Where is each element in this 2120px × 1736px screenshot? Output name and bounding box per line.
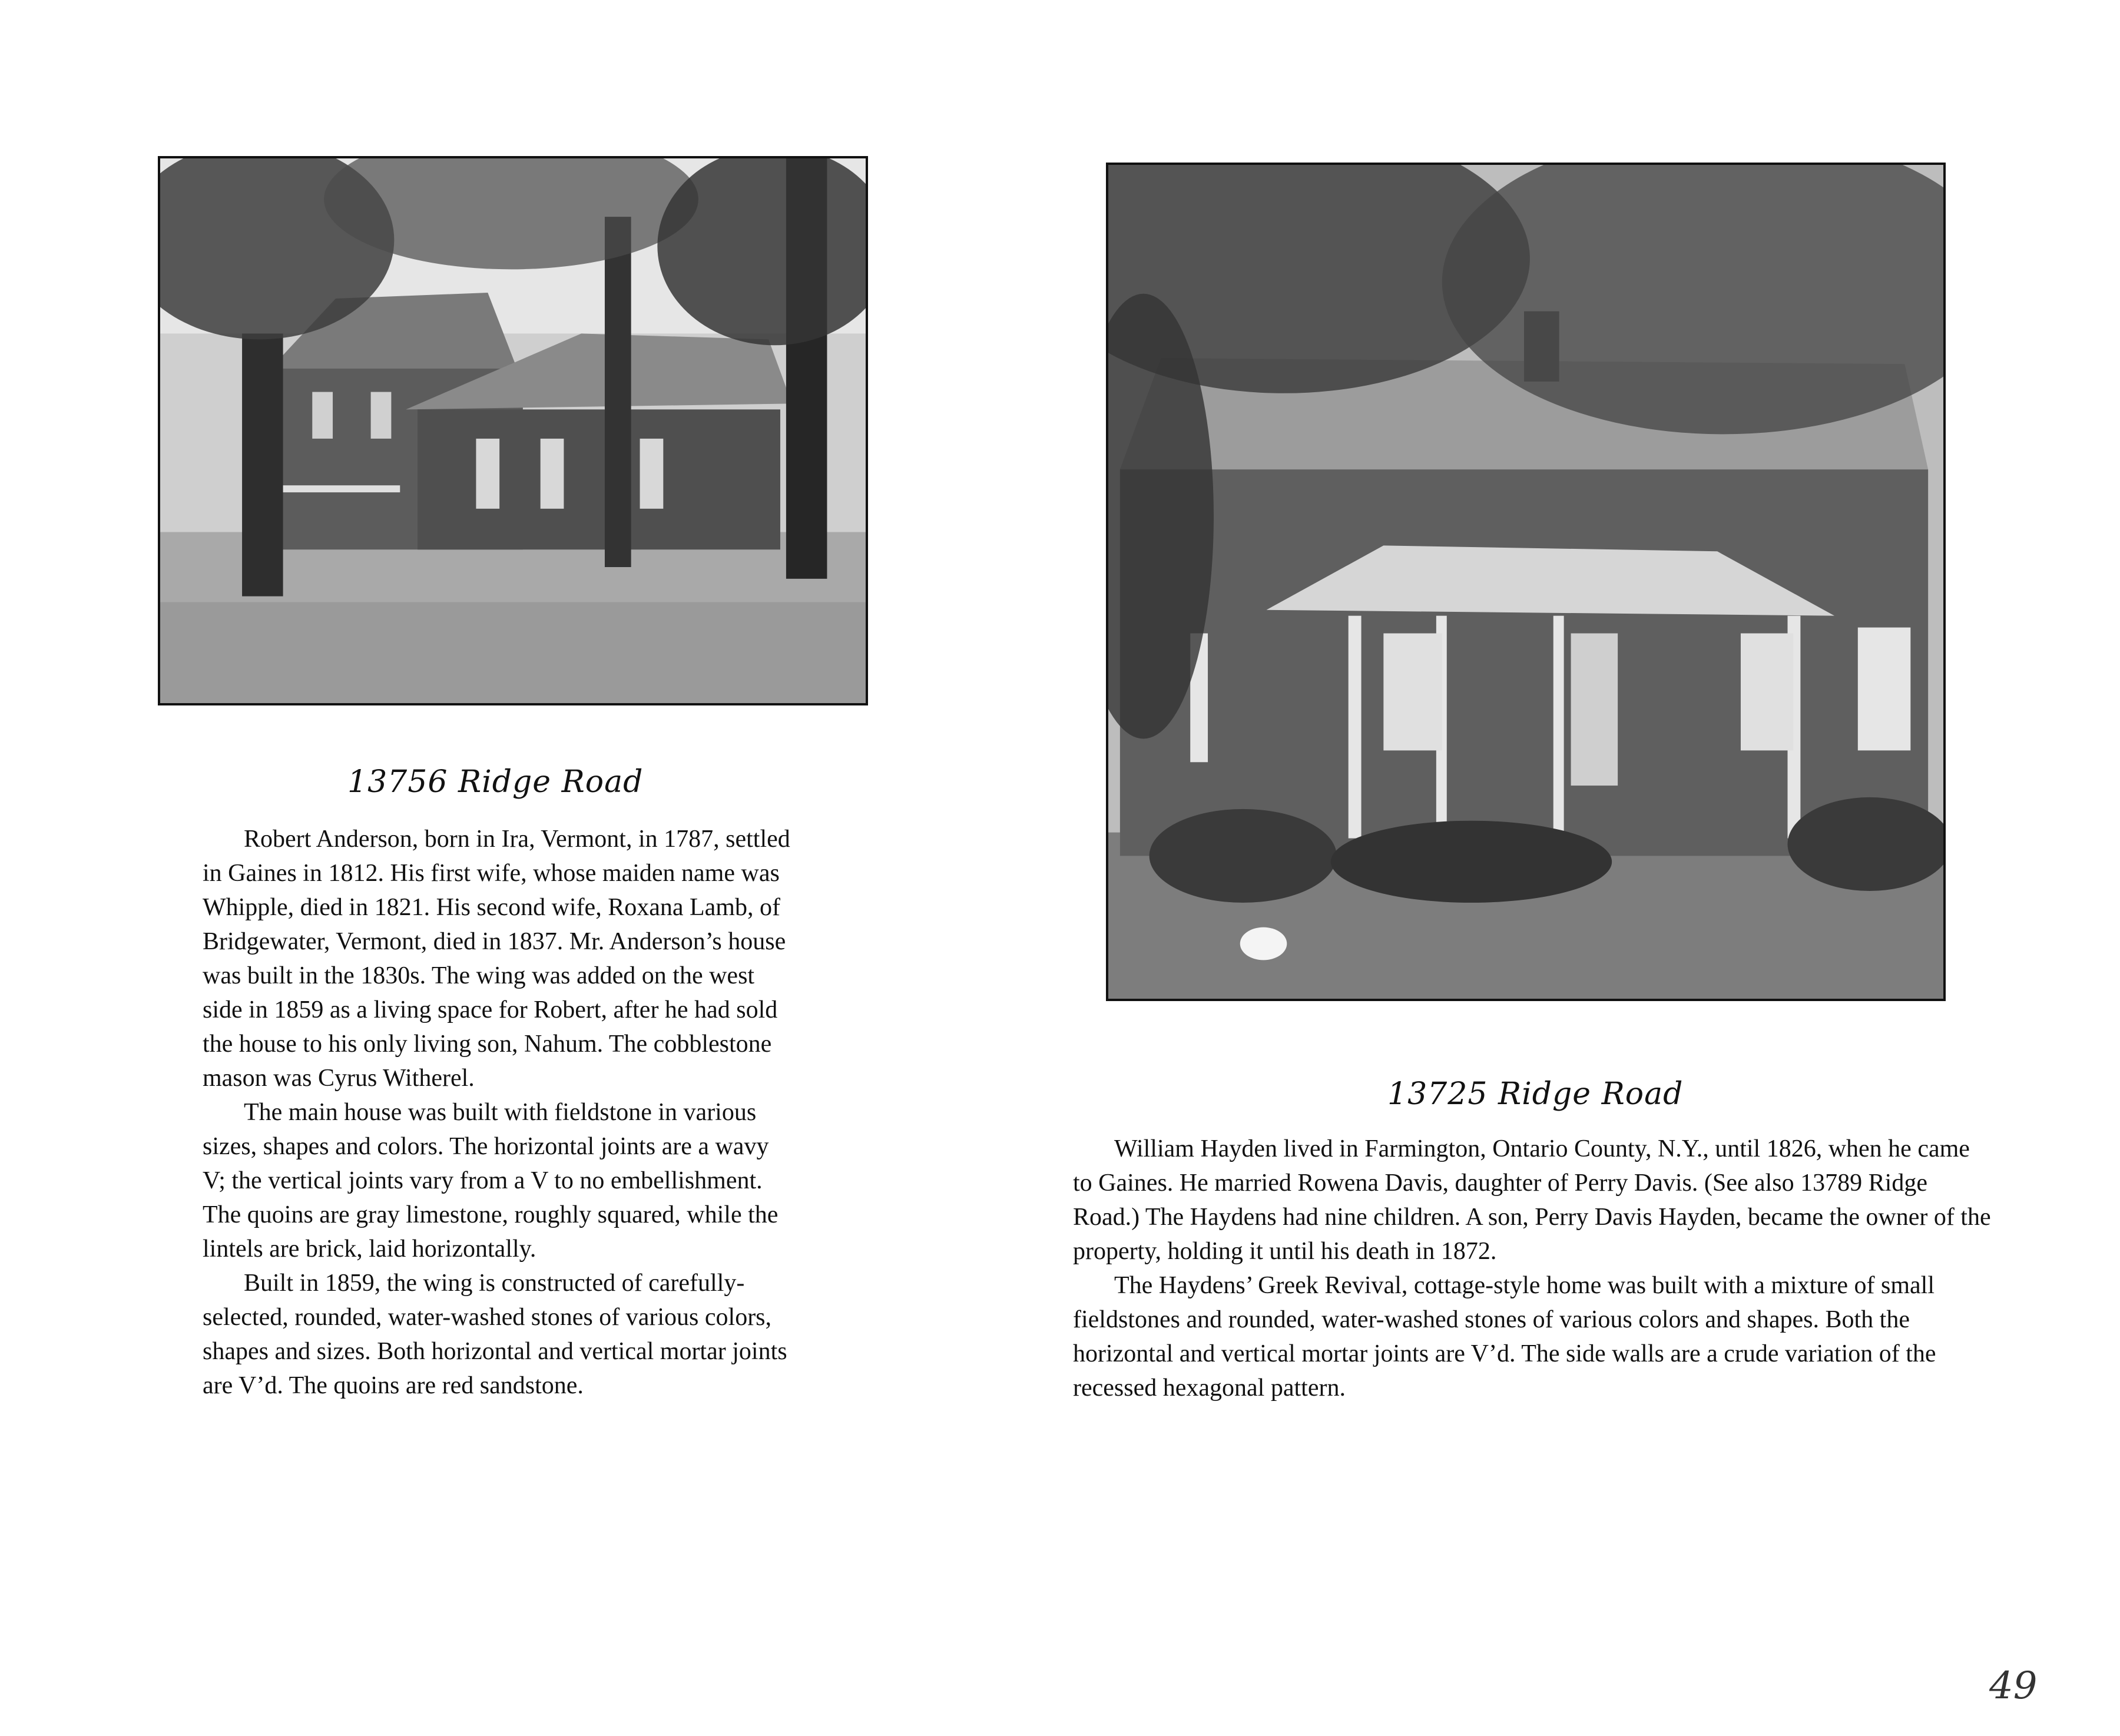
entry-title-left: 13756 Ridge Road — [347, 764, 644, 800]
entry-title-right: 13725 Ridge Road — [1387, 1076, 1684, 1112]
paragraph: Robert Anderson, born in Ira, Vermont, in 1787, settled in Gaines in 1812. His first wife, whose maiden name was Whipple, died in 1821. His second wife, Roxana Lamb, of Bridgewater, Vermont, died in 1837. Mr. Anderson’s house was built in the 1830s. The wing was added on the west side in 1859 as a living space for Robert, after he had sold the house to his only living son, Nahum. The cobblestone mason was Cyrus Witherel. — [203, 826, 790, 1092]
paragraph: The Haydens’ Greek Revival, cottage-style home was built with a mixture of small fieldstones and rounded, water-washed stones of various colors and shapes. Both the horizontal and vertical mortar joints are V’d. The side walls are a crude variation of the recessed hexagonal pattern. — [1073, 1272, 1936, 1402]
paragraph: The main house was built with fieldstone in various sizes, shapes and colors. The horizontal joints are a wavy V; the vertical joints vary from a V to no embellishment. The quoins are gray limestone, roughly squared, while the lintels are brick, laid horizontally. — [203, 1099, 779, 1263]
house-photo-illustration — [160, 158, 866, 703]
paragraph: Built in 1859, the wing is constructed of carefully-selected, rounded, water-washed stones of various colors, shapes and sizes. Both horizontal and vertical mortar joints are V’d. The quoins are red sandstone. — [203, 1270, 787, 1399]
cottage-photo-illustration — [1108, 165, 1943, 999]
entry-text-left — [203, 822, 791, 1403]
paragraph: William Hayden lived in Farmington, Ontario County, N.Y., until 1826, when he came to Gaines. He married Rowena Davis, daughter of Perry Davis. (See also 13789 Ridge Road.) The Haydens had nine children. A son, Perry Davis Hayden, became the owner of the property, holding it until his death in 1872. — [1073, 1135, 1991, 1265]
photo-13756-ridge-road — [158, 156, 868, 705]
page-number: 49 — [1989, 1664, 2038, 1708]
photo-13725-ridge-road — [1106, 163, 1946, 1001]
entry-text-right — [1073, 1132, 1992, 1405]
